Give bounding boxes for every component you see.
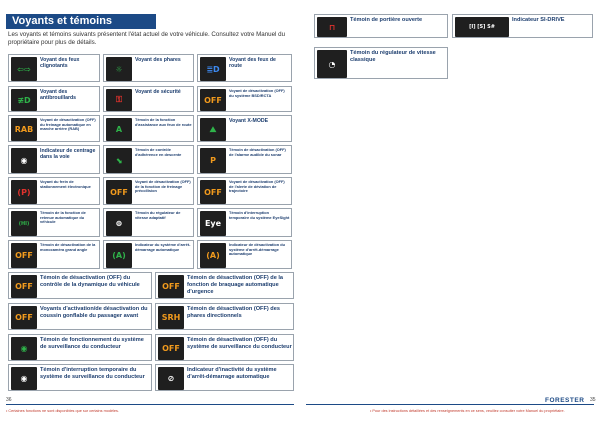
brand-logo: FORESTER bbox=[545, 397, 585, 404]
door-open-icon bbox=[317, 17, 347, 37]
pre-collision-off-icon bbox=[106, 180, 132, 204]
auto-start-stop-inactive-icon bbox=[158, 367, 184, 390]
indicator-glyph: ◉ bbox=[20, 374, 28, 383]
indicator-label: Voyant de désactivation (OFF) du freinage automatique en marche arrière (RAB) bbox=[40, 117, 96, 132]
driver-monitor-icon bbox=[11, 337, 37, 360]
indicator-glyph: ⚿ bbox=[115, 95, 123, 104]
lane-centering-icon bbox=[11, 148, 37, 173]
footer-rule bbox=[6, 404, 294, 405]
indicator-label: Voyant de désactivation (OFF) de l'alerte de déviation de trajectoire bbox=[229, 179, 285, 194]
indicator-label: Voyant de sécurité bbox=[135, 89, 181, 95]
intro-paragraph: Les voyants et témoins suivants présentent l'état actuel de votre véhicule. Consultez votre Manuel du propriétaire pour plus de détails. bbox=[8, 31, 286, 46]
indicator-glyph: OFF bbox=[162, 282, 180, 291]
turn-signal-arrows-icon bbox=[11, 57, 37, 81]
indicator-label: Témoin de désactivation (OFF) du contrôle de la dynamique du véhicule bbox=[40, 275, 140, 288]
x-mode-icon bbox=[200, 118, 226, 141]
parking-brake-icon bbox=[11, 180, 37, 204]
indicator-label: Témoin du régulateur de vitesse classique bbox=[350, 50, 436, 63]
auto-high-beam-icon bbox=[106, 118, 132, 141]
security-car-lock-icon bbox=[106, 89, 132, 111]
driver-monitor-off-icon bbox=[158, 337, 184, 360]
indicator-label: Voyant de désactivation (OFF) de la fonction de freinage précollision bbox=[135, 179, 191, 194]
indicator-cell bbox=[155, 272, 294, 299]
indicator-glyph: ⬊ bbox=[115, 156, 123, 165]
hill-descent-icon bbox=[106, 148, 132, 173]
indicator-label: Témoin de la fonction de retenue automatique du véhicule bbox=[40, 210, 86, 225]
indicator-glyph: ≣D bbox=[206, 64, 220, 74]
si-drive-icon bbox=[455, 17, 509, 37]
indicator-label: Voyants d'activation/de désactivation du coussin gonflable du passager avant bbox=[40, 306, 148, 319]
fog-light-icon bbox=[11, 89, 37, 111]
indicator-cell bbox=[103, 240, 194, 269]
indicator-label: Témoin de désactivation (OFF) de la fonction de braquage automatique d'urgence bbox=[187, 275, 284, 295]
indicator-cell bbox=[452, 14, 593, 38]
footnote: • Pour des instructions détaillées et des renseignements en ce sens, veuillez consulter votre Manuel du propriétaire. bbox=[370, 409, 565, 413]
indicator-cell bbox=[103, 54, 194, 82]
indicator-label: Voyant de désactivation (OFF) du système BSD/RCTA bbox=[229, 88, 285, 98]
indicator-cell bbox=[8, 54, 100, 82]
indicator-cell bbox=[197, 177, 292, 205]
indicator-glyph: ◉ bbox=[20, 156, 28, 165]
indicator-cell bbox=[8, 86, 100, 112]
headlight-icon bbox=[106, 57, 132, 81]
indicator-cell bbox=[155, 303, 294, 330]
page-number: 35 bbox=[590, 397, 596, 403]
high-beam-icon bbox=[200, 57, 226, 81]
indicator-label: Voyant des phares bbox=[135, 57, 181, 63]
indicator-cell bbox=[197, 240, 292, 269]
indicator-glyph: OFF bbox=[15, 251, 33, 260]
indicator-glyph: ◉ bbox=[20, 344, 28, 353]
auto-start-stop-icon bbox=[106, 243, 132, 268]
indicator-label: Témoin de désactivation (OFF) du système de surveillance du conducteur bbox=[187, 337, 292, 350]
indicator-glyph: (HI) bbox=[18, 220, 30, 227]
indicator-glyph: OFF bbox=[204, 95, 222, 105]
indicator-cell bbox=[103, 145, 194, 174]
indicator-cell bbox=[103, 115, 194, 142]
auto-vehicle-hold-icon bbox=[11, 211, 37, 236]
indicator-label: Voyant des feux clignotants bbox=[40, 57, 80, 70]
indicator-cell bbox=[103, 208, 194, 237]
driver-monitor-interrupt-icon bbox=[11, 367, 37, 390]
indicator-glyph: ⊓ bbox=[328, 22, 336, 32]
emergency-steering-off-icon bbox=[158, 275, 184, 298]
indicator-cell bbox=[197, 86, 292, 112]
indicator-cell bbox=[314, 47, 448, 79]
indicator-cell bbox=[8, 334, 152, 361]
indicator-glyph: OFF bbox=[204, 187, 222, 197]
indicator-glyph: P bbox=[210, 156, 216, 165]
indicator-label: Témoin de désactivation (OFF) des phares directionnels bbox=[187, 306, 280, 319]
indicator-label: Témoin de portière ouverte bbox=[350, 17, 423, 23]
srh-off-icon bbox=[158, 306, 184, 329]
eyesight-interrupt-icon bbox=[200, 211, 226, 236]
indicator-glyph: Eye bbox=[204, 219, 222, 228]
indicator-label: Témoin de contrôle d'adhérence en descente bbox=[135, 147, 182, 157]
adaptive-cruise-icon bbox=[106, 211, 132, 236]
indicator-label: Témoin d'interruption temporaire du système de surveillance du conducteur bbox=[40, 367, 145, 380]
indicator-label: Indicateur de centrage dans la voie bbox=[40, 148, 96, 161]
page-number: 36 bbox=[6, 397, 12, 403]
indicator-glyph: (A) bbox=[206, 251, 220, 260]
indicator-glyph: ≢D bbox=[17, 95, 31, 105]
indicator-glyph: ⛰ bbox=[209, 124, 217, 134]
rab-off-icon bbox=[11, 118, 37, 141]
indicator-label: Indicateur de désactivation du système d'arrêt-démarrage automatique bbox=[229, 242, 285, 257]
indicator-cell bbox=[314, 14, 448, 38]
indicator-label: Indicateur du système d'arrêt-démarrage automatique bbox=[135, 242, 191, 252]
indicator-cell bbox=[155, 334, 294, 361]
indicator-cell bbox=[197, 54, 292, 82]
indicator-cell bbox=[8, 303, 152, 330]
auto-start-stop-off-icon bbox=[200, 243, 226, 268]
indicator-glyph: ⊜ bbox=[115, 219, 123, 228]
indicator-glyph: [I] [S] S# bbox=[469, 24, 495, 30]
indicator-cell bbox=[8, 115, 100, 142]
lane-departure-off-icon bbox=[200, 180, 226, 204]
bsd-rcta-off-icon bbox=[200, 89, 226, 111]
indicator-label: Voyant X-MODE bbox=[229, 118, 269, 124]
indicator-label: Témoin de fonctionnement du système de surveillance du conducteur bbox=[40, 337, 144, 350]
indicator-cell bbox=[197, 145, 292, 174]
sonar-off-icon bbox=[200, 148, 226, 173]
indicator-glyph: ☼ bbox=[115, 64, 123, 74]
right-page bbox=[300, 0, 600, 425]
indicator-glyph: ⇦⇨ bbox=[17, 64, 31, 74]
indicator-label: Témoin du régulateur de vitesse adaptatif bbox=[135, 210, 181, 220]
indicator-glyph: (P) bbox=[17, 187, 31, 197]
footnote: • Certaines fonctions ne sont disponibles que sur certains modèles. bbox=[6, 409, 119, 413]
indicator-cell bbox=[8, 145, 100, 174]
indicator-label: Voyant des feux de route bbox=[229, 57, 276, 70]
passenger-airbag-icon bbox=[11, 306, 37, 329]
indicator-glyph: OFF bbox=[110, 187, 128, 197]
footer-rule bbox=[306, 404, 594, 405]
indicator-cell bbox=[103, 86, 194, 112]
indicator-label: Indicateur SI-DRIVE bbox=[512, 17, 565, 23]
indicator-cell bbox=[8, 272, 152, 299]
indicator-glyph: SRH bbox=[161, 313, 181, 322]
indicator-glyph: (A) bbox=[112, 251, 126, 260]
wide-camera-off-icon bbox=[11, 243, 37, 268]
indicator-cell bbox=[103, 177, 194, 205]
cruise-control-icon bbox=[317, 50, 347, 78]
indicator-label: Voyant du frein de stationnement électronique bbox=[40, 179, 91, 189]
indicator-cell bbox=[8, 364, 152, 391]
indicator-label: Témoin de désactivation de la monocaméra grand angle bbox=[40, 242, 96, 252]
indicator-label: Témoin d'interruption temporaire du système EyeSight bbox=[229, 210, 290, 220]
indicator-glyph: A bbox=[115, 125, 123, 134]
indicator-label: Voyant des antibrouillards bbox=[40, 89, 77, 102]
vdc-off-icon bbox=[11, 275, 37, 298]
indicator-glyph: ◔ bbox=[328, 59, 336, 69]
indicator-label: Témoin de désactivation (OFF) de l'alarme audible du sonar bbox=[229, 147, 286, 157]
indicator-cell bbox=[8, 208, 100, 237]
indicator-glyph: OFF bbox=[15, 282, 33, 291]
indicator-cell bbox=[197, 208, 292, 237]
indicator-glyph: ⊘ bbox=[167, 374, 175, 383]
indicator-glyph: RAB bbox=[14, 125, 34, 134]
indicator-cell bbox=[8, 177, 100, 205]
indicator-cell bbox=[155, 364, 294, 391]
indicator-cell bbox=[197, 115, 292, 142]
indicator-glyph: OFF bbox=[162, 344, 180, 353]
indicator-label: Indicateur d'inactivité du système d'arrêt-démarrage automatique bbox=[187, 367, 277, 380]
indicator-cell bbox=[8, 240, 100, 269]
indicator-label: Témoin de la fonction d'assistance aux feux de route bbox=[135, 117, 192, 127]
page-title: Voyants et témoins bbox=[6, 14, 156, 29]
indicator-glyph: OFF bbox=[15, 313, 33, 322]
